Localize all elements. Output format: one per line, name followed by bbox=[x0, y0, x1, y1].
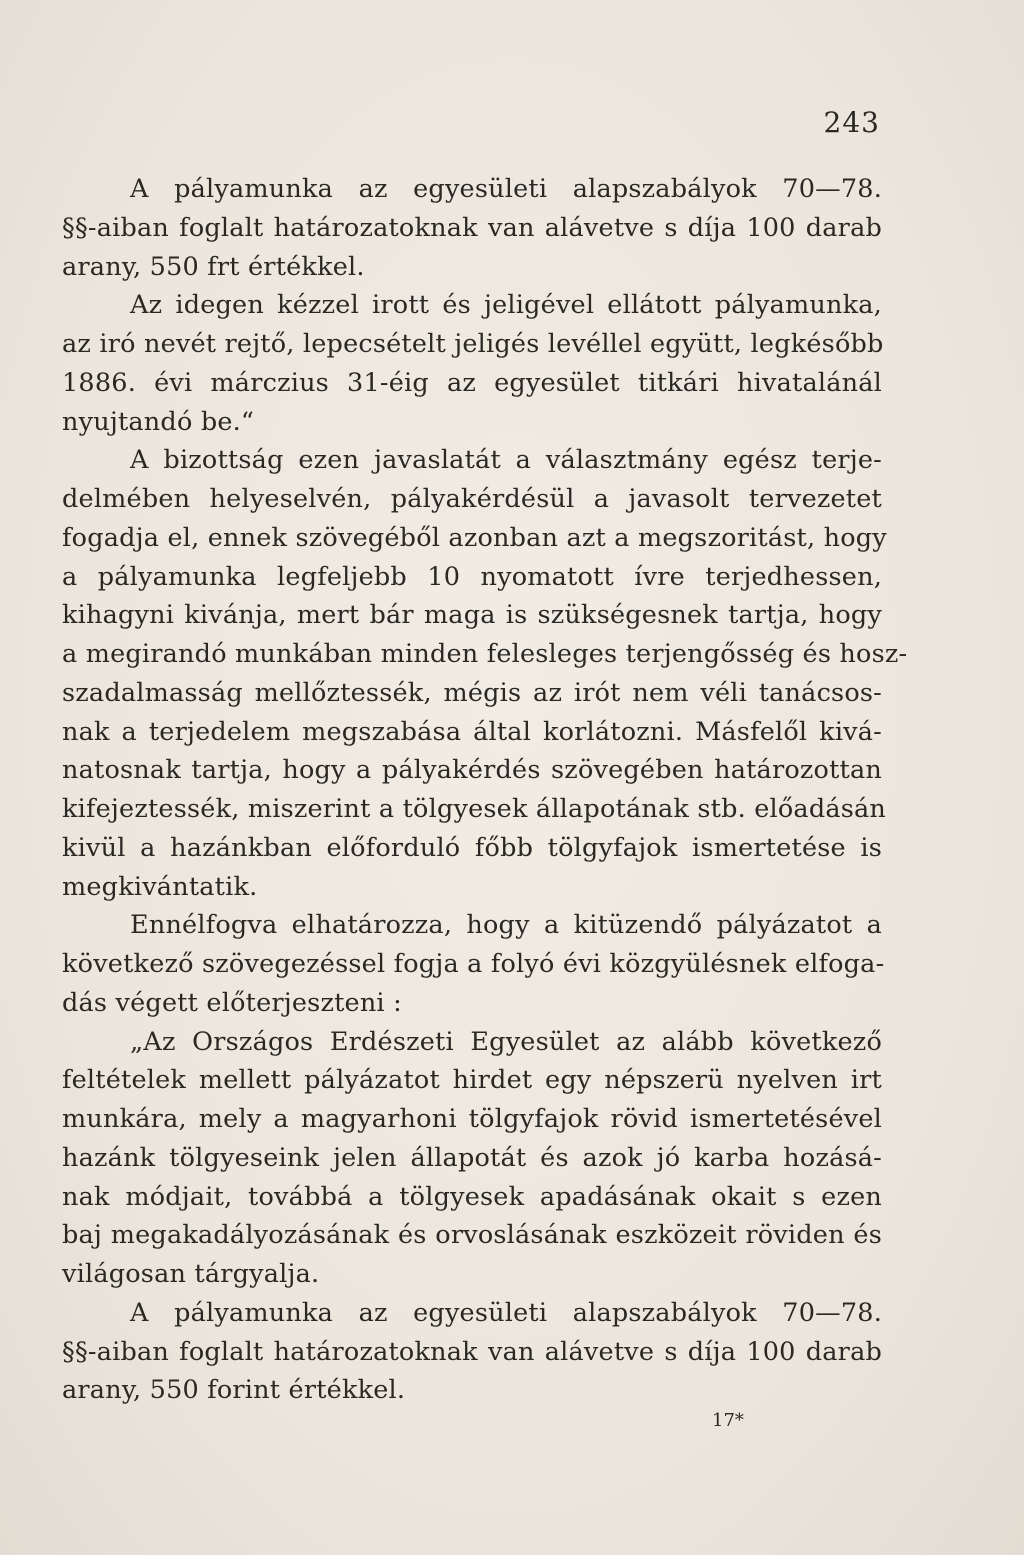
body-text bbox=[62, 170, 908, 1410]
text-line: megkivántatik. bbox=[62, 871, 258, 902]
text-line: a megirandó munkában minden felesleges terjengősség és hosz- bbox=[62, 639, 908, 669]
text-line: a pályamunka legfeljebb 10 nyomatott ívre terjedhessen, bbox=[62, 561, 882, 592]
text-line: kihagyni kivánja, mert bár maga is szükségesnek tartja, hogy bbox=[62, 600, 882, 631]
text-line: az iró nevét rejtő, lepecsételt jeligés levéllel együtt, legkésőbb bbox=[62, 329, 884, 359]
printer-signature-mark: 17* bbox=[712, 1410, 744, 1431]
text-line: A pályamunka az egyesületi alapszabályok 70—78. bbox=[130, 1297, 882, 1328]
text-line: kivül a hazánkban előforduló főbb tölgyfajok ismertetése is bbox=[62, 832, 882, 863]
text-line: §§-aiban foglalt határozatoknak van alávetve s díja 100 darab bbox=[62, 212, 882, 243]
text-line: szadalmasság mellőztessék, mégis az irót nem véli tanácsos- bbox=[62, 677, 882, 708]
text-line: arany, 550 frt értékkel. bbox=[62, 251, 365, 282]
text-line: 1886. évi márczius 31-éig az egyesület titkári hivatalánál bbox=[62, 367, 882, 398]
text-line: kifejeztessék, miszerint a tölgyesek állapotának stb. előadásán bbox=[62, 794, 887, 824]
text-line: §§-aiban foglalt határozatoknak van alávetve s díja 100 darab bbox=[62, 1336, 882, 1367]
text-line: „Az Országos Erdészeti Egyesület az alább következő bbox=[130, 1026, 882, 1057]
text-line: nyujtandó be.“ bbox=[62, 406, 255, 437]
text-line: fogadja el, ennek szövegéből azonban azt a megszoritást, hogy bbox=[62, 522, 887, 553]
text-line: baj megakadályozásának és orvoslásának eszközeit röviden és bbox=[62, 1220, 882, 1251]
text-line: világosan tárgyalja. bbox=[62, 1259, 320, 1289]
text-line: natosnak tartja, hogy a pályakérdés szövegében határozottan bbox=[62, 755, 882, 786]
text-line: hazánk tölgyeseink jelen állapotát és azok jó karba hozásá- bbox=[62, 1142, 882, 1173]
text-line: dás végett előterjeszteni : bbox=[62, 987, 402, 1018]
text-line: delmében helyeselvén, pályakérdésül a javasolt tervezetet bbox=[62, 484, 882, 514]
text-line: A bizottság ezen javaslatát a választmány egész terje- bbox=[130, 445, 882, 476]
text-line: munkára, mely a magyarhoni tölgyfajok rövid ismertetésével bbox=[62, 1104, 882, 1134]
text-line: nak módjait, továbbá a tölgyesek apadásának okait s ezen bbox=[62, 1181, 882, 1212]
text-line: feltételek mellett pályázatot hirdet egy népszerü nyelven irt bbox=[62, 1065, 882, 1096]
page-number: 243 bbox=[823, 106, 880, 139]
text-line: Az idegen kézzel irott és jeligével ellátott pályamunka, bbox=[130, 290, 882, 321]
text-line: Ennélfogva elhatározza, hogy a kitüzendő pályázatot a bbox=[130, 910, 882, 941]
text-line: arany, 550 forint értékkel. bbox=[62, 1375, 406, 1406]
text-line: A pályamunka az egyesületi alapszabályok 70—78. bbox=[130, 174, 882, 204]
text-line: nak a terjedelem megszabása által korlátozni. Másfelől kivá- bbox=[62, 716, 882, 747]
text-line: következő szövegezéssel fogja a folyó évi közgyülésnek elfoga- bbox=[62, 949, 885, 979]
